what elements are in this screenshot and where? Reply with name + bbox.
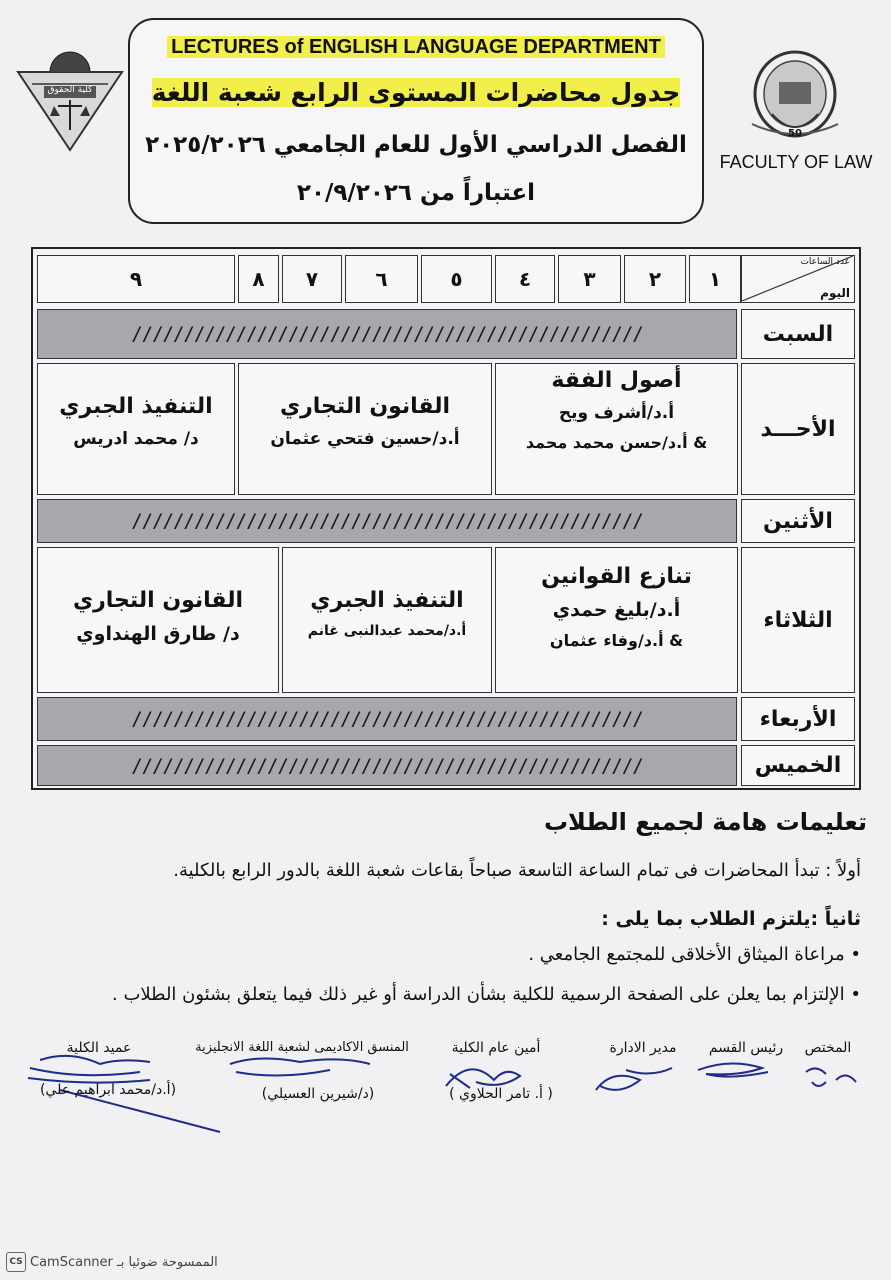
tuesday-lecture-2 — [282, 547, 492, 693]
coordinator-name: (د/شيرين العسيلي) — [261, 1086, 375, 1102]
seal-number: 50 — [788, 128, 802, 139]
lecture-professor: أ.د/محمد عبدالنبى غانم — [307, 623, 467, 639]
wednesday-empty: ///////////////////////////////////////////////// — [37, 697, 737, 741]
corner-day-label: اليوم — [820, 286, 850, 300]
day-saturday: السبت — [741, 309, 855, 359]
monday-empty: ///////////////////////////////////////////////// — [37, 499, 737, 543]
day-wednesday: الأربعاء — [741, 697, 855, 741]
arabic-title — [130, 78, 702, 107]
schedule-table — [31, 247, 861, 790]
sunday-lecture-1 — [495, 363, 738, 495]
lecture-professor: أ.د/بليغ حمدي — [552, 599, 681, 621]
specialist-title: المختص — [804, 1040, 852, 1056]
university-seal — [732, 44, 858, 144]
saturday-empty: ///////////////////////////////////////////////// — [37, 309, 737, 359]
hour-header-8: ٨ — [238, 255, 279, 303]
english-title — [130, 36, 702, 59]
dean-name: (أ.د/محمد ابراهيم علي) — [39, 1082, 177, 1098]
lecture-title: التنفيذ الجبري — [310, 588, 464, 613]
instruction-first: أولاً : تبدأ المحاضرات فى تمام الساعة التاسعة صباحاً بقاعات شعبة اللغة بالدور الرابع بالكلية. — [173, 860, 861, 881]
lecture-professor: د/ محمد ادريس — [73, 429, 199, 449]
secretary-title: أمين عام الكلية — [451, 1040, 541, 1056]
sunday-lecture-3 — [37, 363, 235, 495]
instruction-bullet-2: • الإلتزام بما يعلن على الصفحة الرسمية للكلية بشأن الدراسة أو غير ذلك فيما يتعلق بشئون الطلاب . — [112, 984, 861, 1005]
arabic-title-text: جدول محاضرات المستوى الرابع شعبة اللغة — [151, 78, 681, 107]
english-title-text: LECTURES of ENGLISH LANGUAGE DEPARTMENT — [167, 36, 665, 58]
lecture-professor: د/ طارق الهنداوي — [76, 623, 240, 645]
logo-left-text: كلية الحقوق — [47, 85, 93, 95]
corner-hours-label: عدد الساعات — [800, 257, 850, 267]
lecture-professor: أ.د/أشرف ويح — [558, 403, 675, 423]
day-tuesday: الثلاثاء — [741, 547, 855, 693]
thursday-empty: ///////////////////////////////////////////////// — [37, 745, 737, 786]
camscanner-icon: CS — [6, 1252, 26, 1272]
dean-title: عميد الكلية — [66, 1040, 132, 1056]
lecture-title: القانون التجاري — [72, 588, 244, 613]
semester-line: الفصل الدراسي الأول للعام الجامعي ٢٠٢٥/٢٠٢٦ — [145, 132, 687, 158]
hour-header-2: ٢ — [624, 255, 686, 303]
faculty-name-english: FACULTY OF LAW — [719, 152, 873, 172]
camscanner-watermark — [6, 1252, 218, 1272]
day-sunday: الأحـــد — [741, 363, 855, 495]
sunday-lecture-2 — [238, 363, 492, 495]
secretary-name: ( أ. تامر الحلاوي ) — [449, 1086, 553, 1102]
lecture-professor-2: & أ.د/وفاء عثمان — [549, 631, 684, 650]
hour-header-3: ٣ — [558, 255, 621, 303]
hour-header-1: ١ — [689, 255, 741, 303]
scanned-with-label: الممسوحة ضوئيا بـ — [116, 1254, 218, 1270]
lecture-title: تنازع القوانين — [541, 564, 692, 589]
tuesday-lecture-3 — [37, 547, 279, 693]
admin-title: مدير الادارة — [609, 1040, 677, 1056]
tuesday-lecture-1 — [495, 547, 738, 693]
hour-header-5: ٥ — [421, 255, 492, 303]
day-monday: الأثنين — [741, 499, 855, 543]
head-title: رئيس القسم — [708, 1040, 784, 1056]
instructions-title: تعليمات هامة لجميع الطلاب — [543, 808, 867, 836]
lecture-title: القانون التجاري — [279, 394, 451, 419]
corner-cell — [741, 255, 855, 303]
camscanner-label: CamScanner — [30, 1254, 113, 1270]
day-thursday: الخميس — [741, 745, 855, 786]
effective-date: اعتباراً من ٢٠/٩/٢٠٢٦ — [296, 180, 536, 206]
hour-header-6: ٦ — [345, 255, 418, 303]
hour-header-9: ٩ — [37, 255, 235, 303]
law-college-logo — [14, 44, 126, 154]
lecture-title: التنفيذ الجبري — [59, 394, 213, 419]
instruction-second: ثانياً :يلتزم الطلاب بما يلى : — [601, 908, 861, 930]
lecture-title: أصول الفقة — [551, 368, 682, 393]
header-box — [128, 18, 704, 224]
lecture-professor: أ.د/حسين فتحي عثمان — [270, 429, 460, 449]
coordinator-title: المنسق الاكاديمى لشعبة اللغة الانجليزية — [195, 1040, 409, 1055]
lecture-professor-2: & أ.د/حسن محمد محمد — [525, 433, 708, 452]
hour-header-7: ٧ — [282, 255, 342, 303]
instruction-bullet-1: • مراعاة الميثاق الأخلاقى للمجتمع الجامعي . — [528, 944, 861, 965]
hour-header-4: ٤ — [495, 255, 555, 303]
